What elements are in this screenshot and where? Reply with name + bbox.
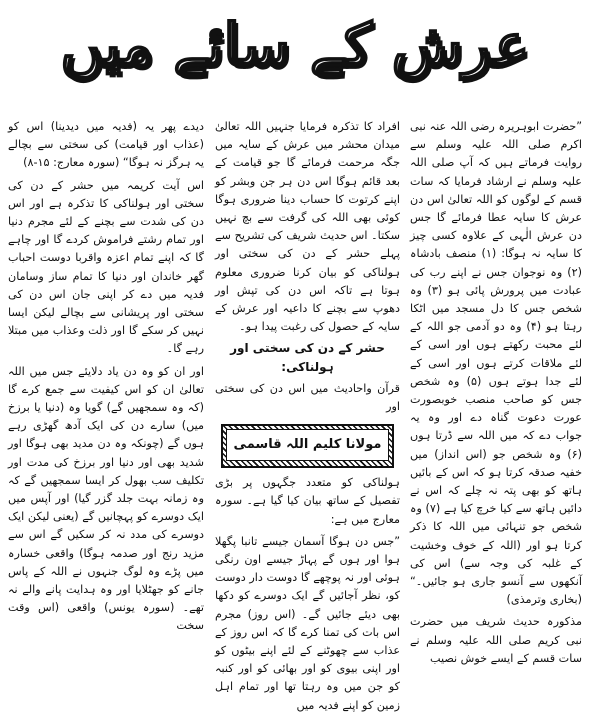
paragraph: اس آیت کریمہ میں حشر کے دن کی سختی اور ہولناکی کا تذکرہ ہے اور اس دن کی شدت سے بچنے کے لئے مجرم دنیا اور تمام رشتے فراموش کردے گا اور چاہے گا کہ اپنے تمام اعزہ واقربا دوست احباب گھر خاندان اور دنیا کا تمام ساز وسامان فدیہ میں دے کر اپنی جان اس دن کی سختی اور پریشانی سے بچالے لیکن ایسا نہیں کر سکے گا اور ذلت وعذاب میں مبتلا رہے گا۔ — [8, 178, 204, 356]
text-column-middle — [215, 118, 400, 718]
text-column-right — [410, 118, 582, 718]
paragraph: ہولناکی کو متعدد جگہوں پر بڑی تفصیل کے ساتھ بیان کیا گیا ہے۔ سورہ معارج میں ہے: — [215, 476, 400, 526]
paragraph: قرآن واحادیث میں اس دن کی سختی اور — [215, 381, 400, 414]
article-title: عرش کے سائے میں — [60, 11, 530, 79]
hadith-paragraph: ”حضرت ابوہریرہ رضی اللہ عنہ نبی اکرم صلی اللہ علیہ وسلم سے روایت فرماتے ہیں کہ آپ صلی اللہ علیہ وسلم نے ارشاد فرمایا کہ سات قسم کے لوگوں کو اللہ تعالیٰ اس دن عرش کا سایہ عطا فرمائے گا جس دن عرش الٰہی کے علاوہ کسی چیز کا سایہ نہ ہوگا: (۱) منصف بادشاہ (۲) وہ نوجوان جس نے اپنے رب کی عبادت میں پرورش پائی ہو (۳) وہ شخص جس کا دل مسجد میں اٹکا رہتا ہو (۴) وہ دو آدمی جو اللہ کے لئے محبت رکھتے ہوں اور اسی کے لئے ملاقات کرتے ہوں اور اسی کے لئے جدا ہوتے ہوں (۵) وہ شخص جس کو صاحب منصب خوبصورت عورت دعوت گناہ دے اور وہ یہ جواب دے کہ میں اللہ سے ڈرتا ہوں (۶) وہ شخص جو (اس انداز) میں خفیہ صدقہ کرتا ہو کہ اس کے بائیں ہاتھ کو بھی پتہ نہ چلے کہ اس نے دائیں ہاتھ سے کیا خرچ کیا ہے (۷) وہ شخص جو تنہائی میں اللہ کا ذکر کرتا ہو اور (اللہ کے خوف وخشیت کے غلبہ کی وجہ سے) اس کی آنکھوں سے آنسو جاری ہو جائیں۔“ (بخاری وترمذی) — [410, 120, 582, 607]
paragraph: دیدے پھر یہ (فدیہ میں دیدینا) اس کو (عذاب اور قیامت) کی سختی سے بچالے یہ ہرگز نہ ہوگا“ (سورہ معارج: ۱۵-۸) — [8, 120, 204, 170]
quran-quote: اور ان کو وہ دن یاد دلایئے جس میں اللہ تعالیٰ ان کو اس کیفیت سے جمع کرے گا (کہ وہ سمجھیں گے) گویا وہ (دنیا یا برزخ میں) سارے دن کی ایک آدھ گھڑی رہے ہوں گے (چونکہ وہ دن مدید بھی ہوگا اور شدید بھی اور دنیا اور برزخ کی مدت اور تکلیف سب بھول کر ایسا سمجھیں گے کہ وہ زمانہ بہت جلد گزر گیا) اور آپس میں ایک دوسرے کو پہچانیں گے (یعنی لیکن ایک دوسرے کی مدد نہ کر سکیں گے اس سے مزید رنج اور صدمہ ہوگا) واقعی خسارہ میں پڑے وہ لوگ جنہوں نے اللہ کے پاس جانے کو جھٹلایا اور وہ ہدایت پانے والے نہ تھے۔ (سورہ یونس) واقعی (اس وقت سخت — [8, 364, 204, 633]
section-heading: حشر کے دن کی سختی اور ہولناکی: — [230, 341, 385, 374]
author-byline-box — [221, 424, 394, 468]
paragraph: افراد کا تذکرہ فرمایا جنہیں اللہ تعالیٰ میدان محشر میں عرش کے سایہ میں جگہ مرحمت فرمائے گا جو قیامت کے بعد قائم ہوگا اس دن ہر جن وبشر کو اپنے کرتوت کا حساب دینا ضروری ہوگا کوئی بھی اللہ کی گرفت سے بچ نہیں سکتا۔ اس حدیث شریف کی تشریح سے پہلے حشر کے دن کی سختی اور ہولناکی کو بیان کرنا ضروری معلوم ہوتا ہے تاکہ اس دن کی تپش اور دھوپ سے بچنے کا داعیہ اور عرش کے سایہ کے حصول کی رغبت پیدا ہو۔ — [215, 120, 400, 334]
paragraph: مذکورہ حدیث شریف میں حضرت نبی کریم صلی اللہ علیہ وسلم نے سات قسم کے ایسے خوش نصیب — [410, 615, 582, 665]
quran-quote: ”جس دن ہوگا آسمان جیسے تانبا پگھلا ہوا اور ہوں گے پہاڑ جیسے اون رنگی ہوئی اور نہ پوچھے گا دوست دار دوست کو، نظر آجائیں گے ایک دوسرے کو دکھا بھی دیئے جائیں گے۔ (اس روز) مجرم اس بات کی تمنا کرے گا کہ اس روز کے عذاب سے چھوٹنے کے لئے اپنے بیٹوں کو اور اپنی بیوی کو اور بھائی کو اور کنبہ کو جن میں وہ رہتا تھا اور تمام اہل زمین کو اپنے فدیہ میں — [215, 534, 400, 712]
text-column-left — [8, 118, 204, 718]
author-name: مولانا کلیم اللہ قاسمی — [226, 429, 389, 461]
